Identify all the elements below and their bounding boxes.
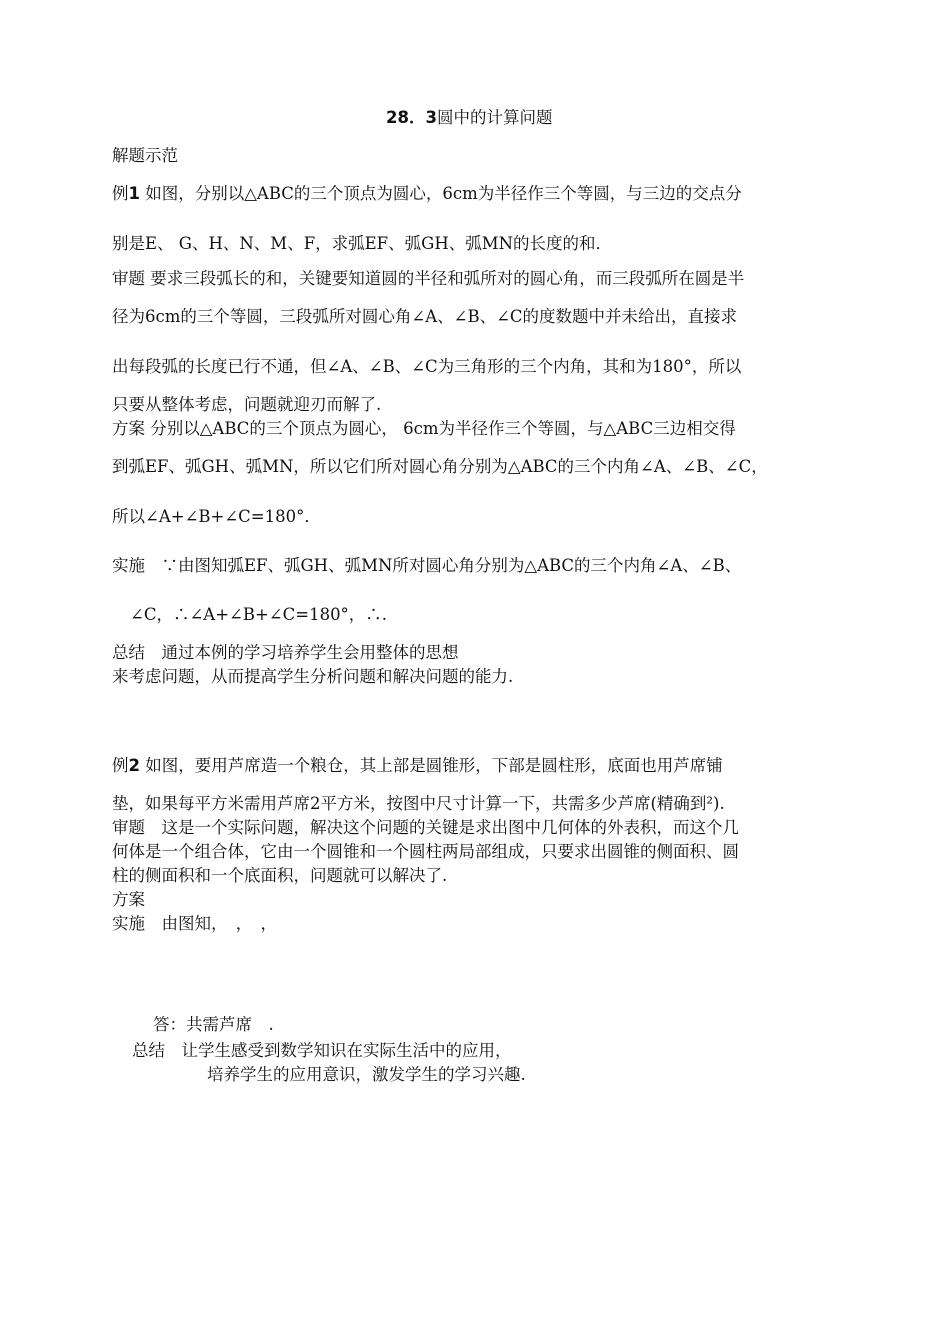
ex1-plan-line2: 到弧EF、弧GH、弧MN，所以它们所对圆心角分别为△ABC的三个内角∠A、∠B、∠C， xyxy=(112,457,768,476)
ex2-answer: 答：共需芦席 . xyxy=(153,1015,274,1034)
ex2-number: 2 xyxy=(128,756,140,775)
ex2-plan: 方案 xyxy=(112,890,145,909)
section-heading: 解题示范 xyxy=(112,146,178,165)
ex1-label: 例 xyxy=(112,184,129,203)
ex2-label: 例 xyxy=(112,756,129,775)
ex2-summary-line1: 总结 让学生感受到数学知识在实际生活中的应用， xyxy=(132,1041,512,1060)
title-number: 28．3 xyxy=(386,108,437,127)
ex1-review-line1: 审题 要求三段弧长的和，关键要知道圆的半径和弧所对的圆心角，而三段弧所在圆是半 xyxy=(112,269,745,288)
ex2-impl: 实施 由图知， ， ， xyxy=(112,914,277,933)
ex1-summary-line2: 来考虑问题，从而提高学生分析问题和解决问题的能力. xyxy=(112,667,514,686)
ex2-problem-line2: 垫，如果每平方米需用芦席2平方米，按图中尺寸计算一下，共需多少芦席(精确到²). xyxy=(112,794,725,813)
ex1-plan-line3: 所以∠A+∠B+∠C=180°． xyxy=(112,507,321,526)
ex1-problem-line1: 例1 如图，分别以△ABC的三个顶点为圆心，6cm为半径作三个等圆，与三边的交点分 xyxy=(112,184,742,203)
ex1-impl-line1: 实施 ∵由图知弧EF、弧GH、弧MN所对圆心角分别为△ABC的三个内角∠A、∠B、 xyxy=(112,556,742,575)
ex1-review-line2: 径为6cm的三个等圆，三段弧所对圆心角∠A、∠B、∠C的度数题中并未给出，直接求 xyxy=(112,307,738,326)
ex1-summary-line1: 总结 通过本例的学习培养学生会用整体的思想 xyxy=(112,643,459,662)
ex1-plan-line1: 方案 分别以△ABC的三个顶点为圆心， 6cm为半径作三个等圆，与△ABC三边相交得 xyxy=(112,419,736,438)
ex2-summary-line2: 培养学生的应用意识，激发学生的学习兴趣. xyxy=(207,1065,526,1084)
ex2-review-line2: 何体是一个组合体，它由一个圆锥和一个圆柱两局部组成，只要求出圆锥的侧面积、圆 xyxy=(112,842,739,861)
page-title xyxy=(386,107,552,129)
ex1-problem-line2: 别是E、 G、H、N、M、F，求弧EF、弧GH、弧MN的长度的和． xyxy=(112,234,613,253)
ex2-review-line1: 审题 这是一个实际问题，解决这个问题的关键是求出图中几何体的外表积，而这个几 xyxy=(112,818,739,837)
ex1-impl-line2: ∠C，∴∠A+∠B+∠C=180°，∴. xyxy=(130,605,388,624)
title-text: 圆中的计算问题 xyxy=(436,108,553,127)
ex1-review-line4: 只要从整体考虑，问题就迎刃而解了. xyxy=(112,395,382,414)
ex1-review-line3: 出每段弧的长度已行不通，但∠A、∠B、∠C为三角形的三个内角，其和为180°，所以 xyxy=(112,357,742,376)
ex2-problem-line1: 例2 如图，要用芦席造一个粮仓，其上部是圆锥形，下部是圆柱形，底面也用芦席铺 xyxy=(112,756,723,775)
ex2-review-line3: 柱的侧面积和一个底面积，问题就可以解决了. xyxy=(112,866,448,885)
ex1-number: 1 xyxy=(128,184,140,203)
